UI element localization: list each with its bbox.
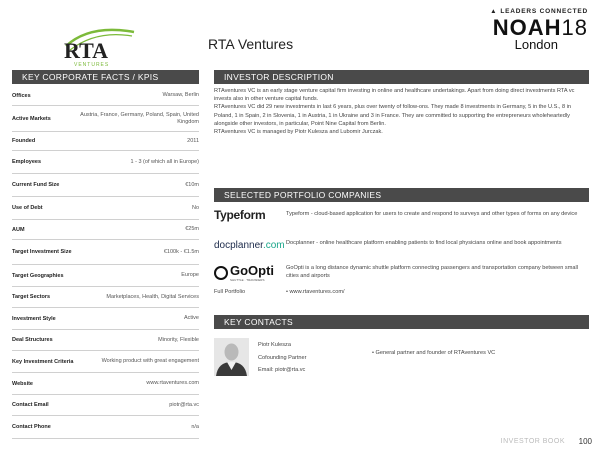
event-tagline-text: LEADERS CONNECTED bbox=[500, 8, 588, 15]
fact-value: €100k - €1.5m bbox=[163, 248, 199, 255]
event-name-text: NOAH bbox=[492, 15, 562, 40]
fact-label: Investment Style bbox=[12, 315, 56, 322]
fact-row bbox=[12, 416, 199, 439]
fact-row bbox=[12, 197, 199, 220]
fact-label: Active Markets bbox=[12, 115, 51, 122]
fact-value: n/a bbox=[191, 423, 199, 430]
fact-label: Target Investment Size bbox=[12, 249, 72, 255]
portfolio-list bbox=[214, 202, 589, 295]
footer-label: INVESTOR BOOK bbox=[500, 438, 565, 445]
section-header-portfolio: SELECTED PORTFOLIO COMPANIES bbox=[214, 188, 589, 202]
portfolio-item bbox=[214, 202, 589, 227]
contact-role: • General partner and founder of RTAventures VC bbox=[372, 350, 496, 356]
fact-value: Working product with great engagement bbox=[101, 358, 199, 364]
fact-row bbox=[12, 86, 199, 106]
goopti-ring-icon bbox=[214, 266, 228, 280]
contact-title: Cofounding Partner bbox=[258, 354, 307, 361]
company-logo bbox=[60, 26, 140, 68]
fact-label: Current Fund Size bbox=[12, 182, 60, 188]
portfolio-description: Typeform - cloud-based application for users to create and respond to surveys and other types of forms on any device bbox=[286, 210, 578, 217]
fact-label: Contact Phone bbox=[12, 424, 51, 430]
contact-name: Piotr Kulesza bbox=[258, 342, 291, 348]
section-header-investor: INVESTOR DESCRIPTION bbox=[214, 70, 589, 84]
fact-value: Warsaw, Berlin bbox=[162, 92, 199, 98]
page-title: RTA Ventures bbox=[208, 36, 294, 52]
description-paragraph: RTAventures VC is managed by Piotr Kulesza and Lubomir Jurczak. bbox=[214, 129, 383, 136]
fact-label: Target Geographies bbox=[12, 272, 64, 279]
fact-label: Deal Structures bbox=[12, 337, 53, 343]
typeform-logo bbox=[214, 206, 284, 224]
fact-value: €25m bbox=[185, 226, 199, 232]
logo-subtext: VENTURES bbox=[74, 62, 110, 68]
fact-value: www.rtaventures.com bbox=[146, 380, 199, 386]
fact-row bbox=[12, 174, 199, 197]
fact-value: €10m bbox=[185, 181, 199, 188]
investor-description bbox=[214, 87, 589, 136]
goopti-logo-text: GoOpti bbox=[230, 263, 275, 278]
page-number: 100 bbox=[578, 437, 592, 446]
fact-value: Active bbox=[184, 315, 199, 321]
contact-details bbox=[258, 339, 307, 377]
event-tagline bbox=[490, 8, 588, 15]
full-portfolio-link[interactable]: • www.rtaventures.com/ bbox=[286, 289, 345, 295]
portfolio-description: Docplanner - online healthcare platform enabling patients to find local physicians online and book appointments bbox=[286, 239, 562, 246]
fact-label: Target Sectors bbox=[12, 294, 51, 300]
full-portfolio-label: Full Portfolio bbox=[214, 289, 246, 295]
typeform-logo-text: Typeform bbox=[214, 207, 266, 222]
full-portfolio-row bbox=[214, 289, 589, 295]
fact-row bbox=[12, 220, 199, 240]
fact-row bbox=[12, 395, 199, 416]
fact-value: piotr@rta.vc bbox=[169, 401, 199, 408]
arrow-icon: ▲ bbox=[490, 8, 498, 15]
goopti-logo bbox=[214, 263, 284, 282]
description-paragraph: RTAventures VC did 29 new investments in last 6 years, plus over twenty of follow-ons. They made 8 investments in Germany, 5 in the U.S., 8 in Poland, 1 in Spain, 2 in Slovenia, 1 in Austria, 1 in Ukraine and 3 in France. They are committed to supporting the entrepreneurs wholeheartedly alongside other investors, in particular, Point Nine Capital from Berlin. bbox=[214, 104, 572, 127]
fact-label: Offices bbox=[12, 92, 31, 99]
fact-label: Employees bbox=[12, 159, 42, 165]
section-header-contacts: KEY CONTACTS bbox=[214, 315, 589, 329]
goopti-logo-subtext: SHUTTLE · TRANSFERS bbox=[230, 278, 265, 282]
portfolio-description: GoOpti is a long distance dynamic shuttle platform connecting passengers and transportation company between small cities and airports bbox=[286, 265, 578, 279]
fact-label: AUM bbox=[12, 226, 25, 233]
fact-label: Website bbox=[12, 380, 33, 387]
fact-row bbox=[12, 106, 199, 132]
fact-label: Founded bbox=[12, 138, 36, 144]
contact-email[interactable]: Email: piotr@rta.vc bbox=[258, 367, 306, 373]
event-city: London bbox=[514, 37, 558, 52]
fact-row bbox=[12, 308, 199, 330]
portfolio-item bbox=[214, 231, 589, 256]
fact-value: 1 - 3 (of which all in Europe) bbox=[130, 158, 199, 165]
fact-row bbox=[12, 351, 199, 373]
event-name bbox=[490, 17, 588, 39]
fact-value: Austria, France, Germany, Poland, Spain, United Kingdom bbox=[80, 111, 199, 125]
fact-label: Contact Email bbox=[12, 402, 49, 408]
fact-value: No bbox=[191, 204, 199, 211]
docplanner-logo-suffix: .com bbox=[262, 239, 285, 251]
fact-value: Europe bbox=[181, 272, 199, 278]
section-header-facts: KEY CORPORATE FACTS / KPIS bbox=[12, 70, 199, 84]
fact-row bbox=[12, 287, 199, 308]
contact-photo bbox=[214, 338, 249, 376]
fact-label: Key Investment Criteria bbox=[12, 358, 74, 365]
facts-table bbox=[12, 86, 199, 439]
fact-row bbox=[12, 240, 199, 265]
fact-row bbox=[12, 373, 199, 395]
fact-value: 2011 bbox=[187, 137, 199, 144]
fact-label: Use of Debt bbox=[12, 205, 43, 211]
fact-value: Marketplaces, Health, Digital Services bbox=[106, 293, 199, 300]
fact-value: Minority, Flexible bbox=[158, 336, 199, 343]
fact-row bbox=[12, 330, 199, 351]
docplanner-logo-text: docplanner bbox=[214, 239, 263, 251]
fact-row bbox=[12, 151, 199, 174]
fact-row bbox=[12, 265, 199, 287]
logo-text: RTA bbox=[64, 38, 109, 63]
docplanner-logo bbox=[214, 235, 284, 253]
portfolio-item bbox=[214, 260, 589, 285]
event-year: 18 bbox=[561, 15, 588, 40]
description-paragraph: RTAventures VC is an early stage venture capital firm investing in online and healthcare undertakings. Apart from doing direct investments RTA vc invests also in other venture capital funds. bbox=[214, 88, 575, 103]
event-logo bbox=[490, 8, 588, 51]
fact-row bbox=[12, 132, 199, 151]
